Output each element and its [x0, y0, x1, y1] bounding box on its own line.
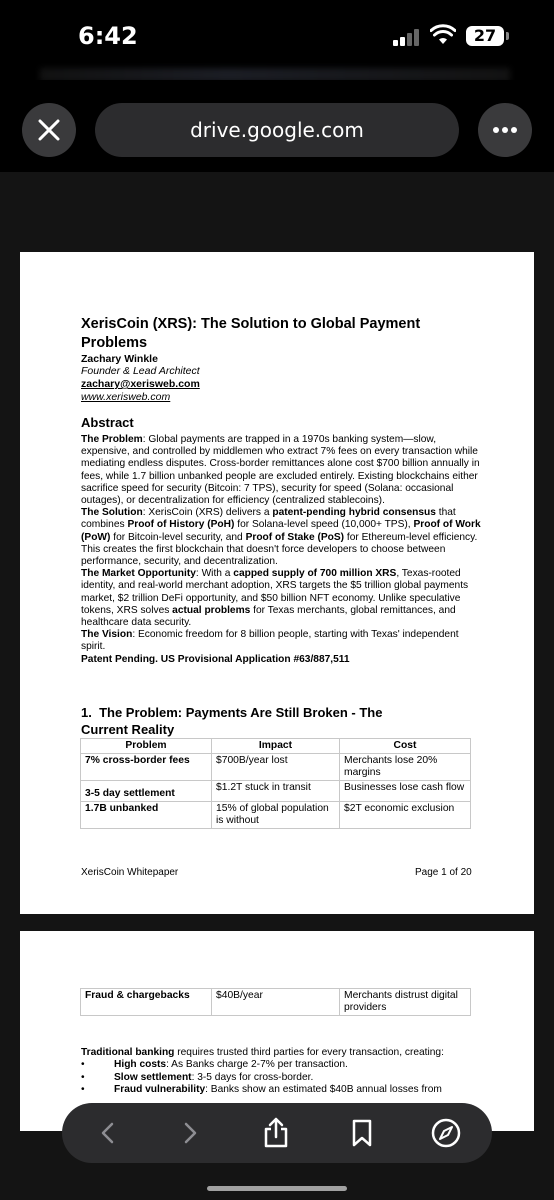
list-item: • Fraud vulnerability: Banks show an estimated $40B annual losses from	[81, 1084, 491, 1096]
table-cell: Fraud & chargebacks	[81, 989, 212, 1016]
abstract-problem: The Problem: Global payments are trapped in a 1970s banking system—slow, expensive, and controlled by middlemen who extract 7% fees on every transaction while mediating endless disputes. Cross-border remittances alone cost $700 billion annually in fees, while 1.7 billion unbanked people are excluded entirely. Existing blockchains either sacrifice speed for security (Bitcoin: 7 TPS), security for speed (Solana: occasional outages), or decentralization for efficiency (centralized stablecoins).	[81, 434, 480, 507]
bookmark-icon	[340, 1111, 384, 1155]
table-row	[81, 754, 471, 781]
status-time: 6:42	[78, 22, 138, 50]
table-cell: $40B/year	[212, 989, 340, 1016]
table-cell: 3-5 day settlement	[81, 781, 212, 802]
wifi-icon	[430, 24, 456, 46]
table-cell: $1.2T stuck in transit	[212, 781, 340, 802]
author-email-link[interactable]: zachary@xerisweb.com	[81, 378, 200, 390]
more-options-button[interactable]	[478, 103, 532, 157]
issue-list	[81, 1059, 491, 1096]
back-button[interactable]	[86, 1111, 130, 1155]
more-icon	[478, 103, 532, 157]
problem-table	[80, 738, 471, 829]
list-item: • Slow settlement: 3-5 days for cross-border.	[81, 1072, 491, 1084]
table-cell: 1.7B unbanked	[81, 802, 212, 829]
close-icon	[22, 103, 76, 157]
intro-line: Traditional banking requires trusted third parties for every transaction, creating:	[81, 1047, 444, 1058]
status-bar	[0, 0, 554, 80]
table-cell: Merchants lose 20% margins	[340, 754, 471, 781]
table-header-row	[81, 739, 471, 754]
bookmark-button[interactable]	[340, 1111, 384, 1155]
table-cell: Businesses lose cash flow	[340, 781, 471, 802]
document-page-2	[20, 931, 534, 1131]
patent-notice: Patent Pending. US Provisional Application #63/887,511	[81, 653, 350, 665]
abstract-body	[81, 434, 481, 666]
browser-toolbar	[62, 1103, 492, 1163]
table-cell: 15% of global population is without	[212, 802, 340, 829]
chevron-left-icon	[86, 1111, 130, 1155]
abstract-vision: The Vision: Economic freedom for 8 billion people, starting with Texas' independent spirit.	[81, 629, 459, 653]
compass-button[interactable]	[424, 1111, 468, 1155]
section-heading: 1. The Problem: Payments Are Still Broken - The Current Reality	[81, 705, 383, 737]
document-viewer[interactable]	[0, 172, 554, 1200]
list-item: • High costs: As Banks charge 2-7% per transaction.	[81, 1059, 491, 1071]
problem-table-continued	[80, 988, 471, 1016]
table-header: Impact	[212, 739, 340, 754]
page-footer-title: XerisCoin Whitepaper	[81, 867, 179, 878]
abstract-solution: The Solution: XerisCoin (XRS) delivers a patent-pending hybrid consensus that combines Proof of History (PoH) for Solana-level speed (10,000+ TPS), Proof of Work (PoW) for Bitcoin-level security, and Proof of Stake (PoS) for Ethereum-level efficiency. This creates the first blockchain that doesn't force developers to choose between performance, security, and decentralization.	[81, 507, 481, 568]
compass-icon	[424, 1111, 468, 1155]
traditional-banking-text	[81, 1047, 491, 1097]
table-header: Cost	[340, 739, 471, 754]
website-link[interactable]: www.xerisweb.com	[81, 391, 171, 403]
chevron-right-icon	[168, 1111, 212, 1155]
author-role: Founder & Lead Architect	[81, 365, 200, 377]
table-cell: $700B/year lost	[212, 754, 340, 781]
url-bar[interactable]: drive.google.com	[95, 103, 459, 157]
author-name: Zachary Winkle	[81, 353, 158, 365]
forward-button[interactable]	[168, 1111, 212, 1155]
home-indicator	[207, 1186, 347, 1191]
battery-icon: 27	[466, 26, 504, 46]
table-cell: 7% cross-border fees	[81, 754, 212, 781]
table-row	[81, 781, 471, 802]
browser-header	[0, 80, 554, 172]
page-number: Page 1 of 20	[415, 867, 472, 878]
table-row	[81, 802, 471, 829]
abstract-heading: Abstract	[81, 415, 134, 430]
document-title: XerisCoin (XRS): The Solution to Global Payment Problems	[81, 316, 421, 351]
close-button[interactable]	[22, 103, 76, 157]
abstract-market: The Market Opportunity: With a capped supply of 700 million XRS, Texas-rooted identity, and real-world merchant adoption, XRS targets the $5 trillion global payments market, $2 trillion DeFi opportunity, and $50 billion NFT economy. Unlike speculative tokens, XRS solves actual problems for Texas merchants, global remittances, and healthcare data security.	[81, 568, 469, 629]
share-button[interactable]	[254, 1111, 298, 1155]
table-header: Problem	[81, 739, 212, 754]
document-page-1	[20, 252, 534, 914]
share-icon	[254, 1111, 298, 1155]
table-cell: $2T economic exclusion	[340, 802, 471, 829]
table-row	[81, 989, 471, 1016]
cellular-signal-icon	[393, 28, 423, 46]
table-cell: Merchants distrust digital providers	[340, 989, 471, 1016]
